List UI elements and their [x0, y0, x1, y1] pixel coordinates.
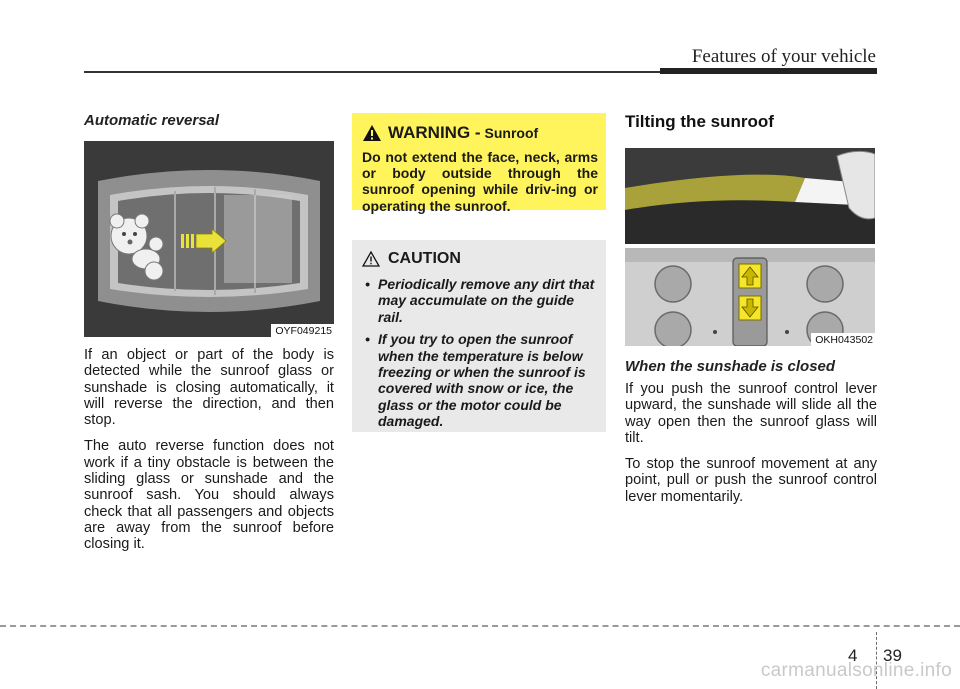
section-title: Features of your vehicle: [691, 46, 876, 67]
arrow-up-icon: [739, 264, 761, 288]
warning-label: WARNING -: [388, 123, 481, 142]
watermark: carmanualsonline.info: [760, 660, 952, 681]
caution-item: • Periodically remove any dirt that may accumulate on the guide rail.: [365, 276, 595, 325]
caution-triangle-icon: [362, 251, 380, 267]
column-right: [625, 112, 877, 515]
footer-rule: [0, 625, 960, 627]
warning-triangle-icon: [362, 124, 382, 142]
arrow-down-icon: [739, 296, 761, 320]
sunroof-control-illustration: [625, 148, 875, 346]
figure-code-label: OKH043502: [811, 333, 875, 346]
caution-title: [362, 250, 596, 268]
sunshade-closed-subheading: When the sunshade is closed: [625, 358, 836, 375]
sunroof-reversal-illustration: [84, 141, 334, 337]
caution-item: • If you try to open the sunroof when the temperature is below freezing or when the sunroof is covered with snow or ice, the glass or the motor could be damaged.: [365, 331, 586, 430]
page-number: 39: [883, 646, 902, 665]
paragraph: If you push the sunroof control lever upward, the sunshade will slide all the way open then the sunroof glass will tilt.: [625, 381, 877, 446]
warning-box: [352, 113, 606, 214]
header-rule-accent: [660, 68, 877, 74]
tilting-sunroof-figure: [625, 148, 875, 346]
warning-title: [362, 123, 598, 143]
automatic-reversal-heading: Automatic reversal: [84, 112, 220, 129]
warning-text: Do not extend the face, neck, arms or body outside through the sunroof opening while driv-ing or operating the sunroof.: [362, 149, 598, 214]
paragraph: To stop the sunroof movement at any point, pull or push the sunroof control lever momentarily.: [625, 456, 877, 505]
chapter-number: 4: [848, 646, 858, 665]
header-rule: [84, 71, 660, 73]
column-middle: [352, 113, 606, 432]
paragraph: The auto reverse function does not work if a tiny obstacle is between the sliding glass or sunshade and the sunroof sash. You should always check that all passengers and objects are away from the sunroof before closing it.: [84, 438, 334, 553]
warning-subject: Sunroof: [484, 125, 539, 141]
caution-box: [352, 240, 606, 432]
tilting-sunroof-heading: Tilting the sunroof: [625, 112, 774, 131]
caution-label: CAUTION: [388, 250, 461, 267]
caution-item-text: Periodically remove any dirt that may accumulate on the guide rail.: [378, 276, 595, 325]
paragraph: If an object or part of the body is detected while the sunroof glass or sunshade is closing automatically, it will reverse the direction, and then stop.: [84, 347, 334, 429]
column-left: [84, 112, 334, 563]
figure-code-label: OYF049215: [271, 324, 334, 337]
automatic-reversal-figure: [84, 141, 334, 337]
caution-item-text: If you try to open the sunroof when the temperature is below freezing or when the sunroof is covered with snow or ice, the glass or the motor could be damaged.: [378, 331, 586, 430]
